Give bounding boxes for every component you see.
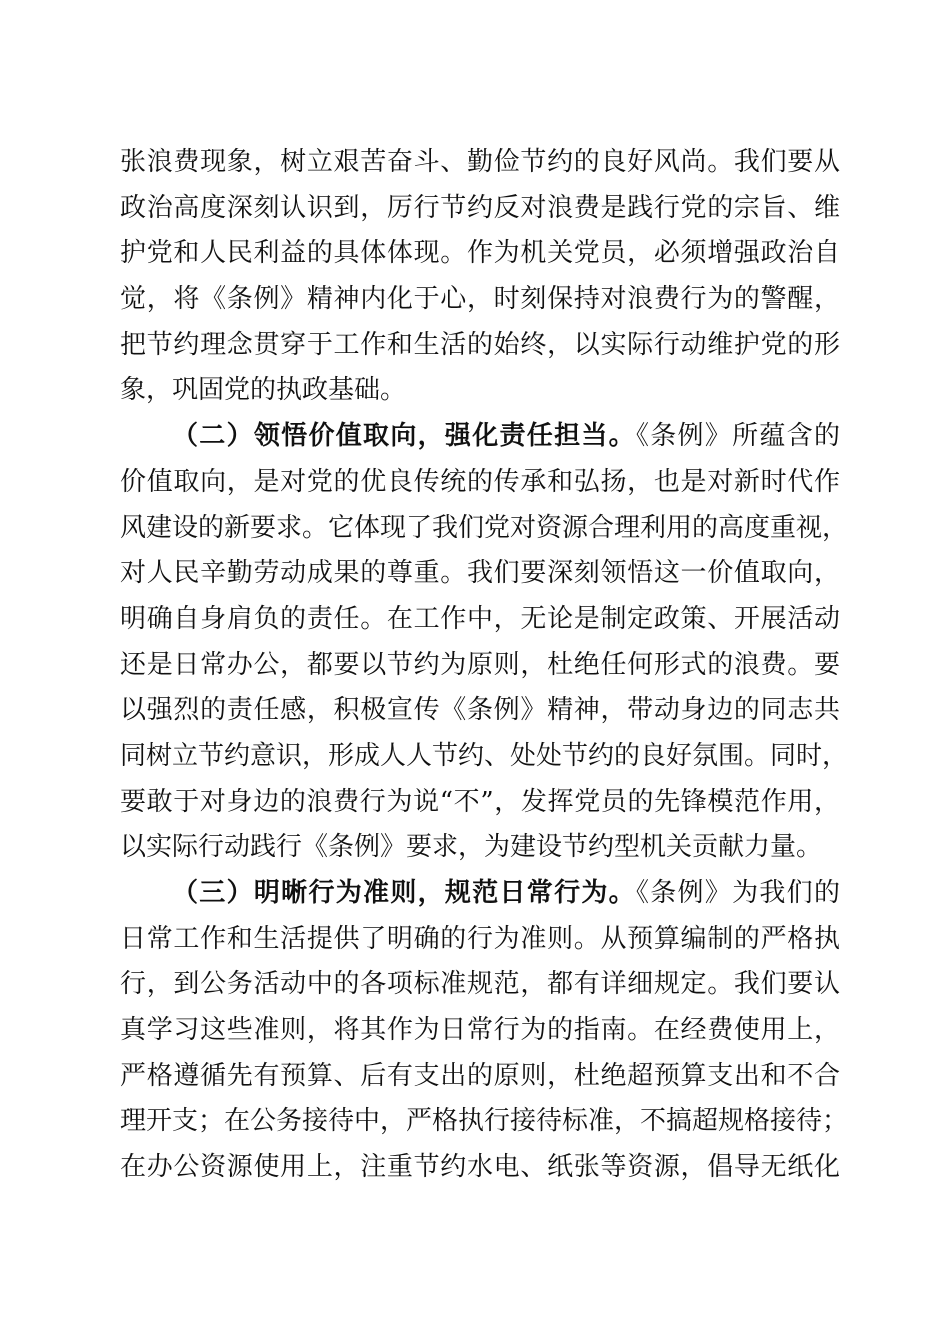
text-line: 在办公资源使用上，注重节约水电、纸张等资源，倡导无纸化 — [120, 1152, 840, 1183]
text-line: 觉，将《条例》精神内化于心，时刻保持对浪费行为的警醒， — [120, 284, 840, 315]
text-line: 还是日常办公，都要以节约为原则，杜绝任何形式的浪费。要 — [120, 649, 840, 680]
section-first-line — [120, 414, 840, 460]
text-line: 政治高度深刻认识到，厉行节约反对浪费是践行党的宗旨、维 — [120, 192, 840, 223]
paragraph-2 — [120, 414, 849, 871]
text-run: 《条例》所蕴含的 — [635, 421, 840, 452]
text-line: 风建设的新要求。它体现了我们党对资源合理利用的高度重视， — [120, 512, 849, 543]
text-line: 理开支；在公务接待中，严格执行接待标准，不搞超规格接待； — [120, 1106, 849, 1137]
text-line: 真学习这些准则，将其作为日常行为的指南。在经费使用上， — [120, 1015, 840, 1046]
text-line: 日常工作和生活提供了明确的行为准则。从预算编制的严格执 — [120, 923, 840, 954]
text-line: 行，到公务活动中的各项标准规范，都有详细规定。我们要认 — [120, 969, 840, 1000]
text-line: 把节约理念贯穿于工作和生活的始终，以实际行动维护党的形 — [120, 329, 840, 360]
text-run: 《条例》为我们的 — [635, 878, 840, 908]
paragraph-1 — [120, 140, 840, 414]
text-line: 张浪费现象，树立艰苦奋斗、勤俭节约的良好风尚。我们要从 — [120, 147, 840, 177]
text-line: 护党和人民利益的具体体现。作为机关党员，必须增强政治自 — [120, 238, 840, 269]
text-line: 同树立节约意识，形成人人节约、处处节约的良好氛围。同时， — [120, 740, 849, 771]
text-line: 严格遵循先有预算、后有支出的原则，杜绝超预算支出和不合 — [120, 1060, 840, 1091]
text-line: 明确自身肩负的责任。在工作中，无论是制定政策、开展活动 — [120, 603, 840, 634]
section-heading: （三）明晰行为准则，规范日常行为。 — [172, 878, 636, 908]
text-line: 以实际行动践行《条例》要求，为建设节约型机关贡献力量。 — [120, 832, 823, 863]
section-heading: （二）领悟价值取向，强化责任担当。 — [172, 421, 636, 452]
text-line: 价值取向，是对党的优良传统的传承和弘扬，也是对新时代作 — [120, 466, 840, 497]
paragraph-3 — [120, 871, 849, 1191]
text-line: 要敢于对身边的浪费行为说“不”，发挥党员的先锋模范作用， — [120, 786, 840, 817]
text-line: 象，巩固党的执政基础。 — [120, 375, 407, 406]
text-line: 对人民辛勤劳动成果的尊重。我们要深刻领悟这一价值取向， — [120, 558, 840, 589]
text-line: 以强烈的责任感，积极宣传《条例》精神，带动身边的同志共 — [120, 695, 840, 726]
section-first-line — [120, 871, 840, 917]
document-body — [120, 140, 849, 1191]
